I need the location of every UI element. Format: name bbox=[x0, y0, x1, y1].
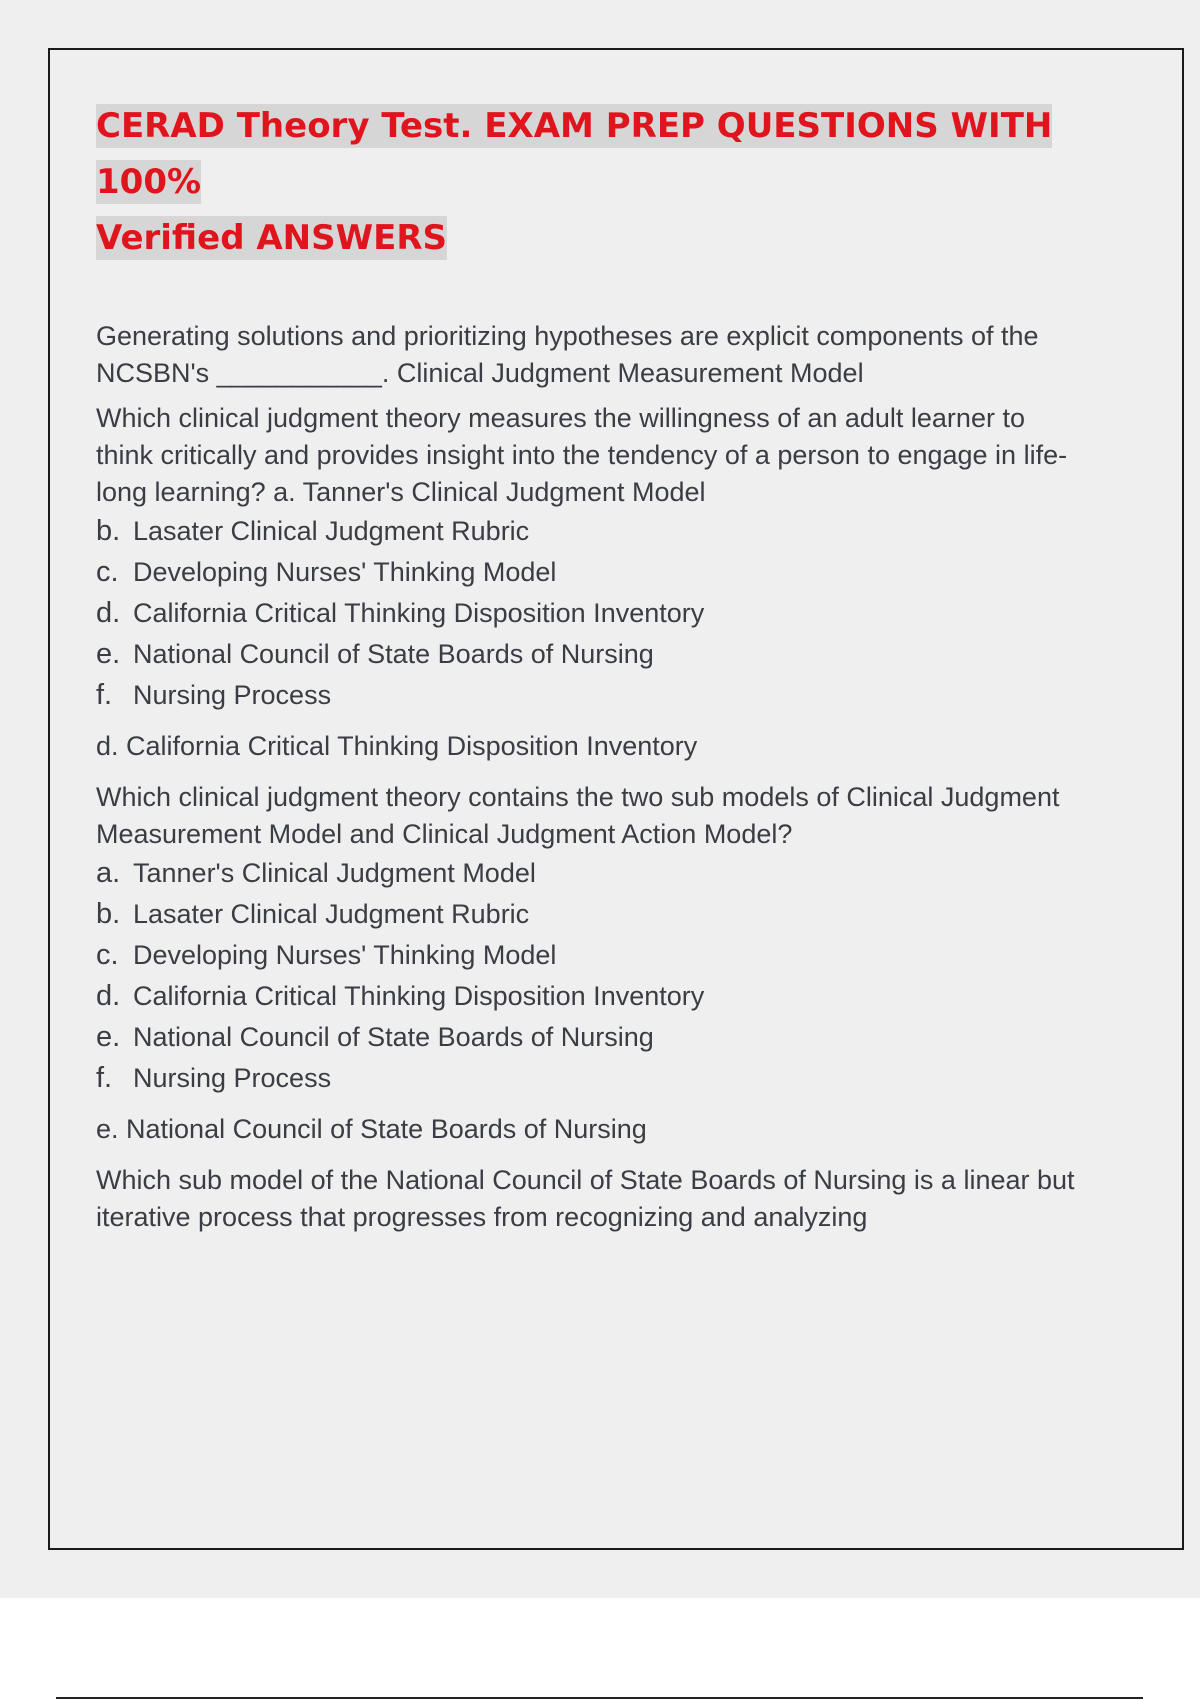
option-item bbox=[96, 593, 1086, 634]
option-item bbox=[96, 675, 1086, 716]
question-2-options bbox=[96, 511, 1086, 716]
document-title bbox=[96, 98, 1096, 266]
footer-divider bbox=[56, 1697, 1143, 1699]
answer-2: d. California Critical Thinking Disposition Inventory bbox=[96, 731, 698, 761]
option-text: California Critical Thinking Disposition Inventory bbox=[133, 598, 705, 628]
option-text: Nursing Process bbox=[133, 680, 332, 710]
page-footer-band bbox=[0, 1598, 1200, 1700]
option-letter: b. bbox=[96, 898, 121, 930]
question-4: Which sub model of the National Council of State Boards of Nursing is a linear but iterative process that progresses from recognizing and analyzing bbox=[96, 1165, 1075, 1232]
option-item bbox=[96, 935, 1086, 976]
option-letter: d. bbox=[96, 597, 121, 629]
option-text: Developing Nurses' Thinking Model bbox=[133, 557, 557, 587]
option-letter: f. bbox=[96, 1062, 113, 1094]
option-letter: b. bbox=[96, 515, 121, 547]
option-text: Developing Nurses' Thinking Model bbox=[133, 940, 557, 970]
question-3: Which clinical judgment theory contains the two sub models of Clinical Judgment Measurement Model and Clinical Judgment Action Model? bbox=[96, 782, 1060, 849]
option-item bbox=[96, 976, 1086, 1017]
title-line-2: Verified ANSWERS bbox=[96, 218, 448, 258]
option-text: California Critical Thinking Disposition Inventory bbox=[133, 981, 705, 1011]
option-letter: a. bbox=[96, 857, 121, 889]
question-3-options bbox=[96, 853, 1086, 1099]
question-2: Which clinical judgment theory measures the willingness of an adult learner to think critically and provides insight into the tendency of a person to engage in life-long learning? a. Tanner's Clinical Judgment Model bbox=[96, 403, 1068, 507]
option-letter: c. bbox=[96, 939, 119, 971]
option-item bbox=[96, 511, 1086, 552]
document-body bbox=[96, 318, 1086, 1236]
option-letter: c. bbox=[96, 556, 119, 588]
option-item bbox=[96, 1017, 1086, 1058]
option-text: National Council of State Boards of Nursing bbox=[133, 639, 654, 669]
option-letter: f. bbox=[96, 679, 113, 711]
option-item bbox=[96, 1058, 1086, 1099]
option-text: Lasater Clinical Judgment Rubric bbox=[133, 899, 530, 929]
answer-3: e. National Council of State Boards of Nursing bbox=[96, 1114, 647, 1144]
option-item bbox=[96, 634, 1086, 675]
option-letter: e. bbox=[96, 1021, 121, 1053]
option-item bbox=[96, 552, 1086, 593]
option-item bbox=[96, 894, 1086, 935]
option-letter: d. bbox=[96, 980, 121, 1012]
option-text: National Council of State Boards of Nursing bbox=[133, 1022, 654, 1052]
option-item bbox=[96, 853, 1086, 894]
option-text: Lasater Clinical Judgment Rubric bbox=[133, 516, 530, 546]
option-text: Nursing Process bbox=[133, 1063, 332, 1093]
question-1: Generating solutions and prioritizing hypotheses are explicit components of the NCSBN's ___________. Clinical Judgment Measurement Model bbox=[96, 321, 1039, 388]
option-letter: e. bbox=[96, 638, 121, 670]
option-text: Tanner's Clinical Judgment Model bbox=[133, 858, 536, 888]
title-line-1: CERAD Theory Test. EXAM PREP QUESTIONS WITH 100% bbox=[96, 106, 1053, 202]
